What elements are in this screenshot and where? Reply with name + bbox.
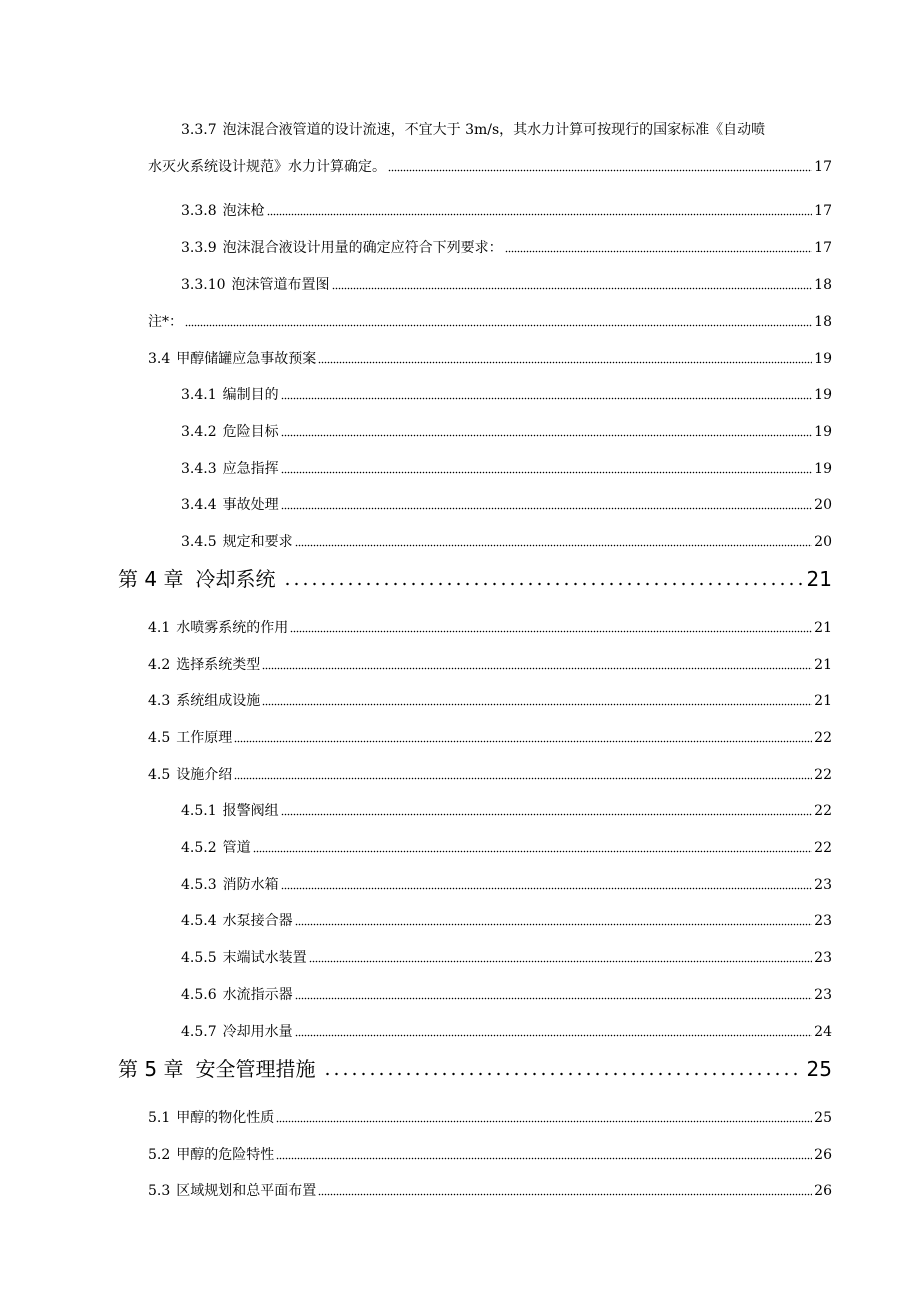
toc-entry-number: 3.4.2 bbox=[181, 424, 217, 440]
toc-entry-title: 末端试水装置 bbox=[222, 950, 307, 966]
toc-entry[interactable] bbox=[181, 875, 832, 895]
dot-leader bbox=[281, 498, 813, 510]
toc-entry-number: 第 5 章 bbox=[118, 1057, 184, 1081]
toc-entry[interactable] bbox=[148, 728, 832, 748]
dot-leader bbox=[323, 1062, 802, 1076]
toc-entry[interactable] bbox=[181, 238, 832, 258]
toc-entry-title: 应急指挥 bbox=[222, 461, 279, 477]
dot-leader bbox=[253, 841, 813, 853]
toc-entry[interactable] bbox=[148, 312, 832, 332]
toc-entry-number: 5.2 bbox=[148, 1147, 171, 1163]
toc-entry-title: 甲醇的危险特性 bbox=[176, 1147, 275, 1163]
toc-entry[interactable] bbox=[181, 275, 832, 295]
dot-leader bbox=[309, 951, 813, 963]
toc-entry-page: 17 bbox=[814, 159, 832, 175]
toc-entry[interactable] bbox=[181, 532, 832, 552]
toc-entry-page: 22 bbox=[814, 803, 832, 819]
toc-entry-page: 22 bbox=[814, 840, 832, 856]
toc-entry-page: 26 bbox=[814, 1183, 832, 1199]
toc-entry-title: 报警阀组 bbox=[222, 803, 279, 819]
dot-leader bbox=[281, 388, 813, 400]
dot-leader bbox=[281, 878, 813, 890]
dot-leader bbox=[318, 352, 812, 364]
toc-entry-number: 3.4 bbox=[148, 351, 171, 367]
toc-entry-title: 区域规划和总平面布置 bbox=[176, 1183, 317, 1199]
dot-leader bbox=[318, 1184, 812, 1196]
dot-leader bbox=[388, 160, 812, 172]
toc-entry[interactable] bbox=[181, 201, 832, 221]
toc-entry[interactable] bbox=[181, 495, 832, 515]
toc-entry[interactable] bbox=[181, 911, 832, 931]
toc-entry-page: 22 bbox=[814, 767, 832, 783]
dot-leader bbox=[295, 1025, 813, 1037]
toc-entry-title: 编制目的 bbox=[222, 387, 279, 403]
toc-entry[interactable] bbox=[148, 157, 832, 177]
toc-entry-title: 冷却系统 bbox=[195, 567, 276, 591]
dot-leader bbox=[295, 988, 813, 1000]
toc-entry-number: 4.5.3 bbox=[181, 877, 217, 893]
dot-leader bbox=[332, 278, 813, 290]
toc-entry-page: 17 bbox=[814, 203, 832, 219]
toc-entry-number: 4.5 bbox=[148, 767, 171, 783]
toc-entry-title: 工作原理 bbox=[176, 730, 233, 746]
dot-leader bbox=[262, 658, 812, 670]
toc-entry-title: 泡沫管道布置图 bbox=[231, 277, 330, 293]
toc-entry[interactable] bbox=[181, 801, 832, 821]
toc-entry[interactable] bbox=[148, 655, 832, 675]
dot-leader bbox=[281, 425, 813, 437]
toc-entry[interactable] bbox=[148, 765, 832, 785]
toc-entry-number: 3.4.1 bbox=[181, 387, 217, 403]
toc-entry-page: 20 bbox=[814, 534, 832, 550]
toc-entry-title: 注*： bbox=[148, 314, 183, 330]
toc-entry-title: 甲醇储罐应急事故预案 bbox=[176, 351, 317, 367]
toc-chapter-entry[interactable] bbox=[118, 566, 832, 592]
toc-entry-page: 21 bbox=[814, 657, 832, 673]
toc-entry-title: 冷却用水量 bbox=[222, 1024, 293, 1040]
dot-leader bbox=[281, 804, 813, 816]
toc-entry-number: 3.3.8 bbox=[181, 203, 217, 219]
toc-entry-number: 4.5.5 bbox=[181, 950, 217, 966]
toc-entry-first-line[interactable] bbox=[181, 120, 765, 140]
toc-entry[interactable] bbox=[148, 1108, 832, 1128]
toc-entry-title: 选择系统类型 bbox=[176, 657, 261, 673]
toc-entry-page: 24 bbox=[814, 1024, 832, 1040]
dot-leader bbox=[267, 204, 813, 216]
toc-entry-title: 水泵接合器 bbox=[222, 913, 293, 929]
toc-entry-page: 25 bbox=[814, 1110, 832, 1126]
toc-entry-page: 19 bbox=[814, 461, 832, 477]
toc-entry[interactable] bbox=[148, 349, 832, 369]
toc-entry-number: 4.5.7 bbox=[181, 1024, 217, 1040]
toc-entry[interactable] bbox=[148, 1145, 832, 1165]
toc-entry-page: 25 bbox=[806, 1057, 832, 1081]
toc-entry-number: 3.4.4 bbox=[181, 497, 217, 513]
toc-entry-number: 4.1 bbox=[148, 620, 171, 636]
toc-entry-page: 18 bbox=[814, 277, 832, 293]
toc-entry-title: 泡沫混合液设计用量的确定应符合下列要求： bbox=[222, 240, 503, 256]
toc-entry[interactable] bbox=[148, 1181, 832, 1201]
toc-entry-number: 4.5.6 bbox=[181, 987, 217, 1003]
toc-entry[interactable] bbox=[148, 618, 832, 638]
toc-entry-number: 3.4.3 bbox=[181, 461, 217, 477]
toc-entry[interactable] bbox=[148, 691, 832, 711]
toc-entry-page: 19 bbox=[814, 424, 832, 440]
toc-entry-number: 3.3.7 bbox=[181, 122, 217, 138]
dot-leader bbox=[505, 241, 813, 253]
toc-entry[interactable] bbox=[181, 838, 832, 858]
toc-entry-page: 19 bbox=[814, 351, 832, 367]
toc-entry-number: 4.5.1 bbox=[181, 803, 217, 819]
toc-entry-title-continuation: 水灭火系统设计规范》水力计算确定。 bbox=[148, 159, 386, 175]
toc-entry[interactable] bbox=[181, 459, 832, 479]
toc-entry-title: 安全管理措施 bbox=[195, 1057, 316, 1081]
toc-entry-page: 17 bbox=[814, 240, 832, 256]
toc-entry-number: 5.1 bbox=[148, 1110, 171, 1126]
toc-entry-number: 3.3.9 bbox=[181, 240, 217, 256]
toc-entry-title: 泡沫混合液管道的设计流速，不宜大于 3m/s，其水力计算可按现行的国家标准《自动喷 bbox=[222, 122, 766, 138]
toc-entry-title: 事故处理 bbox=[222, 497, 279, 513]
toc-entry-title: 消防水箱 bbox=[222, 877, 279, 893]
dot-leader bbox=[295, 535, 813, 547]
toc-entry-title: 规定和要求 bbox=[222, 534, 293, 550]
dot-leader bbox=[234, 768, 812, 780]
toc-chapter-entry[interactable] bbox=[118, 1056, 832, 1082]
dot-leader bbox=[234, 731, 812, 743]
toc-entry-number: 3.4.5 bbox=[181, 534, 217, 550]
toc-entry[interactable] bbox=[181, 422, 832, 442]
toc-entry-title: 甲醇的物化性质 bbox=[176, 1110, 275, 1126]
toc-entry-page: 23 bbox=[814, 950, 832, 966]
toc-entry-title: 水流指示器 bbox=[222, 987, 293, 1003]
dot-leader bbox=[295, 914, 813, 926]
toc-entry-page: 21 bbox=[806, 567, 832, 591]
toc-entry-page: 22 bbox=[814, 730, 832, 746]
toc-entry-page: 23 bbox=[814, 987, 832, 1003]
toc-entry-title: 泡沫枪 bbox=[222, 203, 265, 219]
toc-entry-number: 4.3 bbox=[148, 693, 171, 709]
toc-entry-title: 系统组成设施 bbox=[176, 693, 261, 709]
toc-entry[interactable] bbox=[181, 385, 832, 405]
toc-entry[interactable] bbox=[181, 985, 832, 1005]
toc-entry-number: 4.5.2 bbox=[181, 840, 217, 856]
toc-entry-title: 危险目标 bbox=[222, 424, 279, 440]
toc-entry-page: 21 bbox=[814, 693, 832, 709]
toc-entry-title: 设施介绍 bbox=[176, 767, 233, 783]
toc-entry-page: 19 bbox=[814, 387, 832, 403]
dot-leader bbox=[262, 694, 812, 706]
dot-leader bbox=[290, 621, 812, 633]
toc-entry-page: 26 bbox=[814, 1147, 832, 1163]
toc-entry-number: 5.3 bbox=[148, 1183, 171, 1199]
dot-leader bbox=[185, 315, 812, 327]
toc-entry-page: 18 bbox=[814, 314, 832, 330]
toc-entry[interactable] bbox=[181, 948, 832, 968]
toc-entry-page: 23 bbox=[814, 877, 832, 893]
toc-entry-number: 4.5 bbox=[148, 730, 171, 746]
toc-entry-number: 第 4 章 bbox=[118, 567, 184, 591]
dot-leader bbox=[283, 572, 802, 586]
toc-entry[interactable] bbox=[181, 1022, 832, 1042]
toc-entry-page: 23 bbox=[814, 913, 832, 929]
toc-entry-title: 管道 bbox=[222, 840, 251, 856]
toc-entry-number: 4.5.4 bbox=[181, 913, 217, 929]
toc-entry-number: 4.2 bbox=[148, 657, 171, 673]
toc-entry-page: 20 bbox=[814, 497, 832, 513]
toc-entry-title: 水喷雾系统的作用 bbox=[176, 620, 289, 636]
dot-leader bbox=[276, 1148, 812, 1160]
dot-leader bbox=[276, 1111, 812, 1123]
toc-entry-page: 21 bbox=[814, 620, 832, 636]
dot-leader bbox=[281, 462, 813, 474]
toc-entry-number: 3.3.10 bbox=[181, 277, 226, 293]
